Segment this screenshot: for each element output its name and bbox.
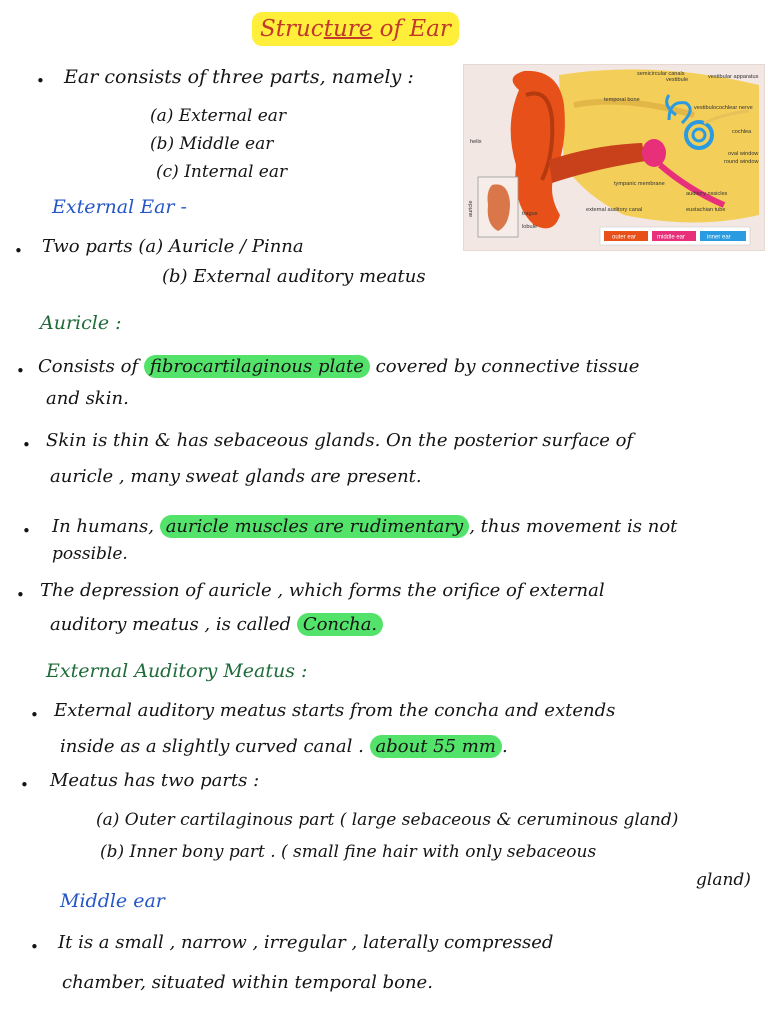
intro-line: Ear consists of three parts, namely : [64, 66, 414, 88]
bullet-dot: • [36, 72, 45, 90]
bullet-dot: • [22, 522, 31, 540]
label-lobule: lobule [522, 224, 537, 230]
middle-bullet1-line1: It is a small , narrow , irregular , laterally compressed [58, 932, 554, 953]
highlight-55mm: about 55 mm [370, 735, 502, 758]
intro-item-b: (b) Middle ear [150, 134, 274, 154]
label-temporal-bone: temporal bone [604, 97, 640, 103]
bullet-dot: • [22, 436, 31, 454]
middle-bullet1-line2: chamber, situated within temporal bone. [62, 972, 433, 993]
intro-item-c: (c) Internal ear [156, 162, 288, 182]
auricle-bullet4-line2: auditory meatus , is called Concha. [50, 614, 383, 635]
meatus-bullet1-line2: inside as a slightly curved canal . about 55 mm . [60, 736, 508, 757]
auricle-bullet3-line2: possible. [52, 544, 128, 564]
label-vestibular-apparatus: vestibular apparatus [708, 74, 759, 80]
external-parts-line2: (b) External auditory meatus [162, 266, 426, 287]
meatus-part-b: (b) Inner bony part . ( small fine hair with only sebaceous [100, 842, 597, 862]
middle-ear-shape [642, 139, 666, 167]
intro-item-a: (a) External ear [150, 106, 287, 126]
highlight-fibrocartilaginous: fibrocartilaginous plate [144, 355, 370, 378]
label-vestibule: vestibule [666, 77, 689, 83]
label-cochlea: cochlea [732, 129, 752, 135]
label-tympanic-membrane: tympanic membrane [614, 181, 665, 187]
highlight-concha: Concha. [297, 613, 383, 636]
bullet-dot: • [16, 362, 25, 380]
bullet-dot: • [14, 242, 23, 260]
label-helix: helix [470, 139, 482, 145]
bullet-dot: • [30, 706, 39, 724]
label-auricle: auricle [468, 200, 474, 217]
meatus-part-b-cont: gland) [696, 870, 751, 890]
section-heading-meatus: External Auditory Meatus : [46, 660, 308, 682]
section-heading-middle-ear: Middle ear [60, 890, 165, 912]
bullet-dot: • [20, 776, 29, 794]
page-title: Structure of Ear [252, 12, 459, 46]
label-auditory-ossicles: auditory ossicles [686, 191, 728, 197]
legend-label-middle: middle ear [657, 234, 686, 241]
auricle-bullet4-line1: The depression of auricle , which forms the orifice of external [40, 580, 605, 601]
label-vestibulocochlear-nerve: vestibulocochlear nerve [694, 105, 753, 111]
external-parts-line1: Two parts (a) Auricle / Pinna [42, 236, 304, 257]
auricle-bullet1-line2: and skin. [46, 388, 129, 409]
meatus-bullet1-line1: External auditory meatus starts from the concha and extends [54, 700, 616, 721]
section-heading-auricle: Auricle : [40, 312, 122, 334]
ear-anatomy-svg [464, 65, 764, 250]
label-semicircular-canals: semicircular canals [637, 71, 685, 77]
label-tragus: tragus [522, 211, 538, 217]
auricle-bullet3-line1: In humans, auricle muscles are rudimentary , thus movement is not [52, 516, 678, 537]
meatus-part-a: (a) Outer cartilaginous part ( large sebaceous & ceruminous gland) [96, 810, 679, 830]
label-oval-window: oval window [728, 151, 759, 157]
auricle-bullet2-line1: Skin is thin & has sebaceous glands. On the posterior surface of [46, 430, 634, 451]
meatus-bullet2-line1: Meatus has two parts : [50, 770, 260, 791]
label-eustachian-tube: eustachian tube [686, 207, 726, 213]
auricle-bullet2-line2: auricle , many sweat glands are present. [50, 466, 422, 487]
label-external-auditory-canal: external auditory canal [586, 207, 643, 213]
section-heading-external-ear: External Ear - [52, 196, 187, 218]
legend-label-outer: outer ear [612, 234, 637, 241]
ear-anatomy-diagram [463, 64, 765, 251]
bullet-dot: • [30, 938, 39, 956]
label-round-window: round window [724, 159, 759, 165]
highlight-rudimentary: auricle muscles are rudimentary [160, 515, 469, 538]
auricle-bullet1-line1: Consists of fibrocartilaginous plate covered by connective tissue [38, 356, 640, 377]
legend-label-inner: inner ear [707, 234, 731, 241]
bullet-dot: • [16, 586, 25, 604]
